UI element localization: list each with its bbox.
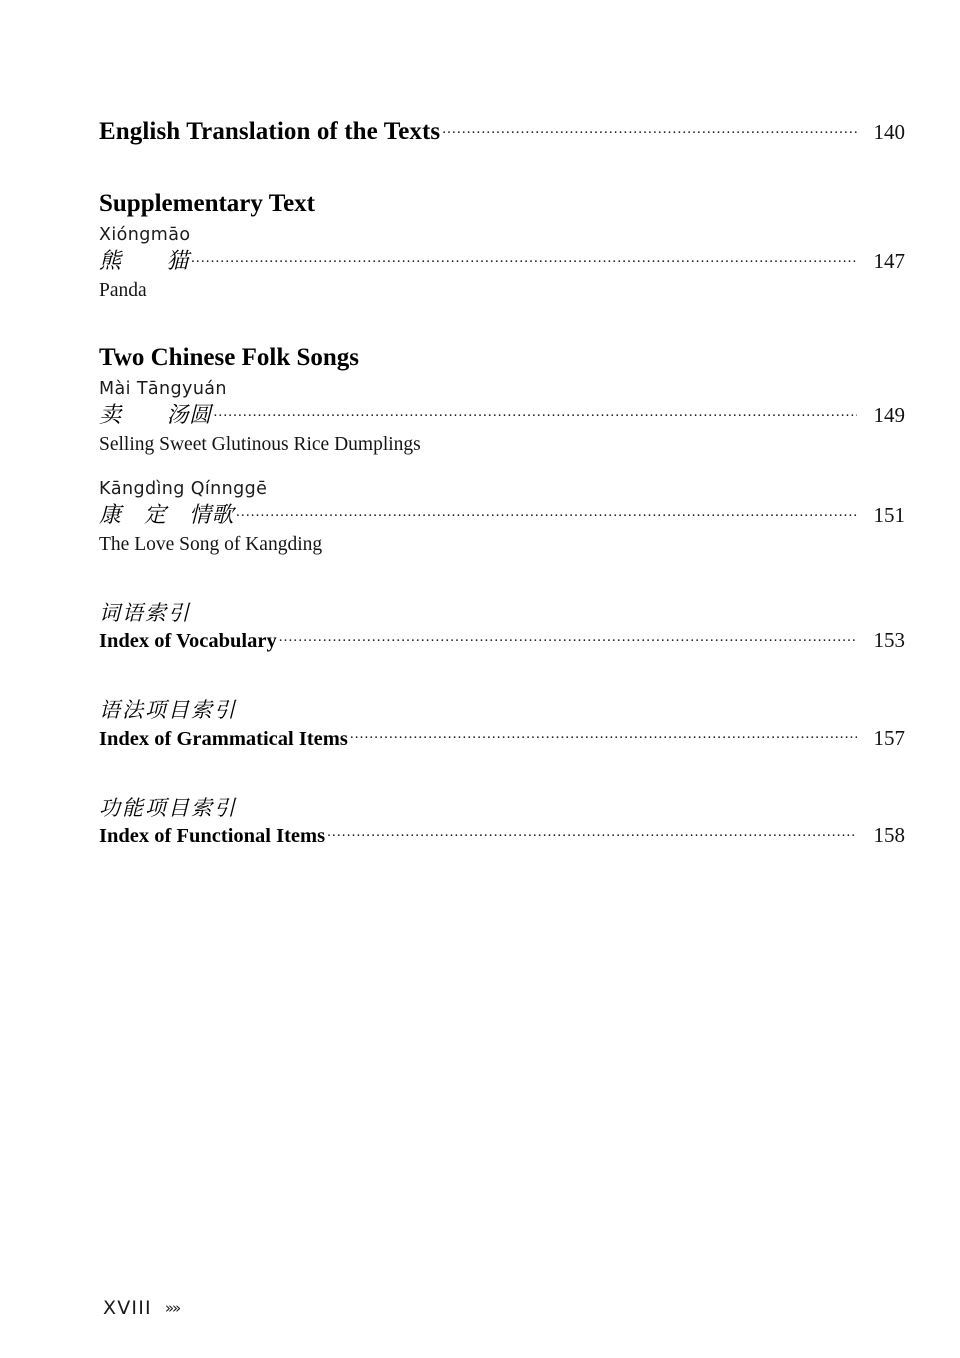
- toc-entry-english-translation: [99, 118, 905, 146]
- entry-pinyin: Kāngdìng Qínnggē: [99, 478, 268, 499]
- dot-leader: [191, 252, 857, 268]
- index-entry-row: [99, 726, 905, 751]
- page-footer: [103, 1297, 179, 1319]
- toc-entry-index-of-vocabulary: [99, 598, 905, 653]
- folio-number: XVIII: [103, 1297, 152, 1319]
- section-heading-folk-songs: Two Chinese Folk Songs: [99, 343, 360, 371]
- dot-leader: [236, 506, 857, 522]
- dot-leader: [279, 631, 857, 647]
- toc-page-number: 153: [873, 628, 905, 653]
- dot-leader: [214, 406, 857, 422]
- entry-gloss: The Love Song of Kangding: [99, 533, 323, 555]
- dot-leader: [350, 729, 857, 745]
- index-english-label: Index of Vocabulary: [99, 630, 277, 653]
- index-chinese-heading: 功能项目索引: [99, 795, 237, 820]
- entry-hanzi: 卖 汤圆: [99, 403, 212, 429]
- section-heading-supplementary-text: Supplementary Text: [99, 190, 316, 217]
- dot-leader: [442, 123, 857, 139]
- dot-leader: [327, 826, 857, 842]
- entry-hanzi: 熊 猫: [99, 249, 190, 275]
- toc-page-number: 140: [873, 120, 905, 144]
- toc-page-number: 151: [873, 503, 905, 528]
- toc-page-number: 149: [873, 403, 905, 428]
- toc-page-number: 147: [873, 249, 905, 274]
- entry-hanzi-row: [99, 246, 905, 277]
- index-english-label: Index of Functional Items: [99, 825, 326, 848]
- entry-gloss: Selling Sweet Glutinous Rice Dumplings: [99, 433, 421, 455]
- entry-hanzi: 康 定 情歌: [99, 503, 235, 529]
- entry-hanzi-row: [99, 500, 905, 531]
- index-entry-row: [99, 823, 905, 848]
- toc-page-number: 157: [873, 725, 905, 750]
- entry-pinyin: Xióngmāo: [99, 225, 191, 245]
- toc-entry-index-of-grammatical-items: [99, 695, 905, 750]
- toc-page-number: 158: [873, 823, 905, 848]
- toc-entry-mai-tangyuan: [99, 378, 905, 458]
- double-chevron-icon: »»: [164, 1298, 180, 1317]
- toc-entry-kangding-qingge: [99, 478, 905, 558]
- toc-entry-panda: [99, 224, 905, 304]
- toc-content: [99, 118, 905, 848]
- toc-entry-label: English Translation of the Texts: [99, 118, 441, 145]
- entry-gloss: Panda: [99, 279, 147, 301]
- toc-entry-index-of-functional-items: [99, 793, 905, 848]
- index-english-label: Index of Grammatical Items: [99, 727, 348, 750]
- entry-pinyin: Mài Tāngyuán: [99, 378, 227, 399]
- index-chinese-heading: 词语索引: [99, 600, 191, 625]
- index-entry-row: [99, 628, 905, 653]
- entry-hanzi-row: [99, 400, 905, 431]
- index-chinese-heading: 语法项目索引: [99, 698, 237, 723]
